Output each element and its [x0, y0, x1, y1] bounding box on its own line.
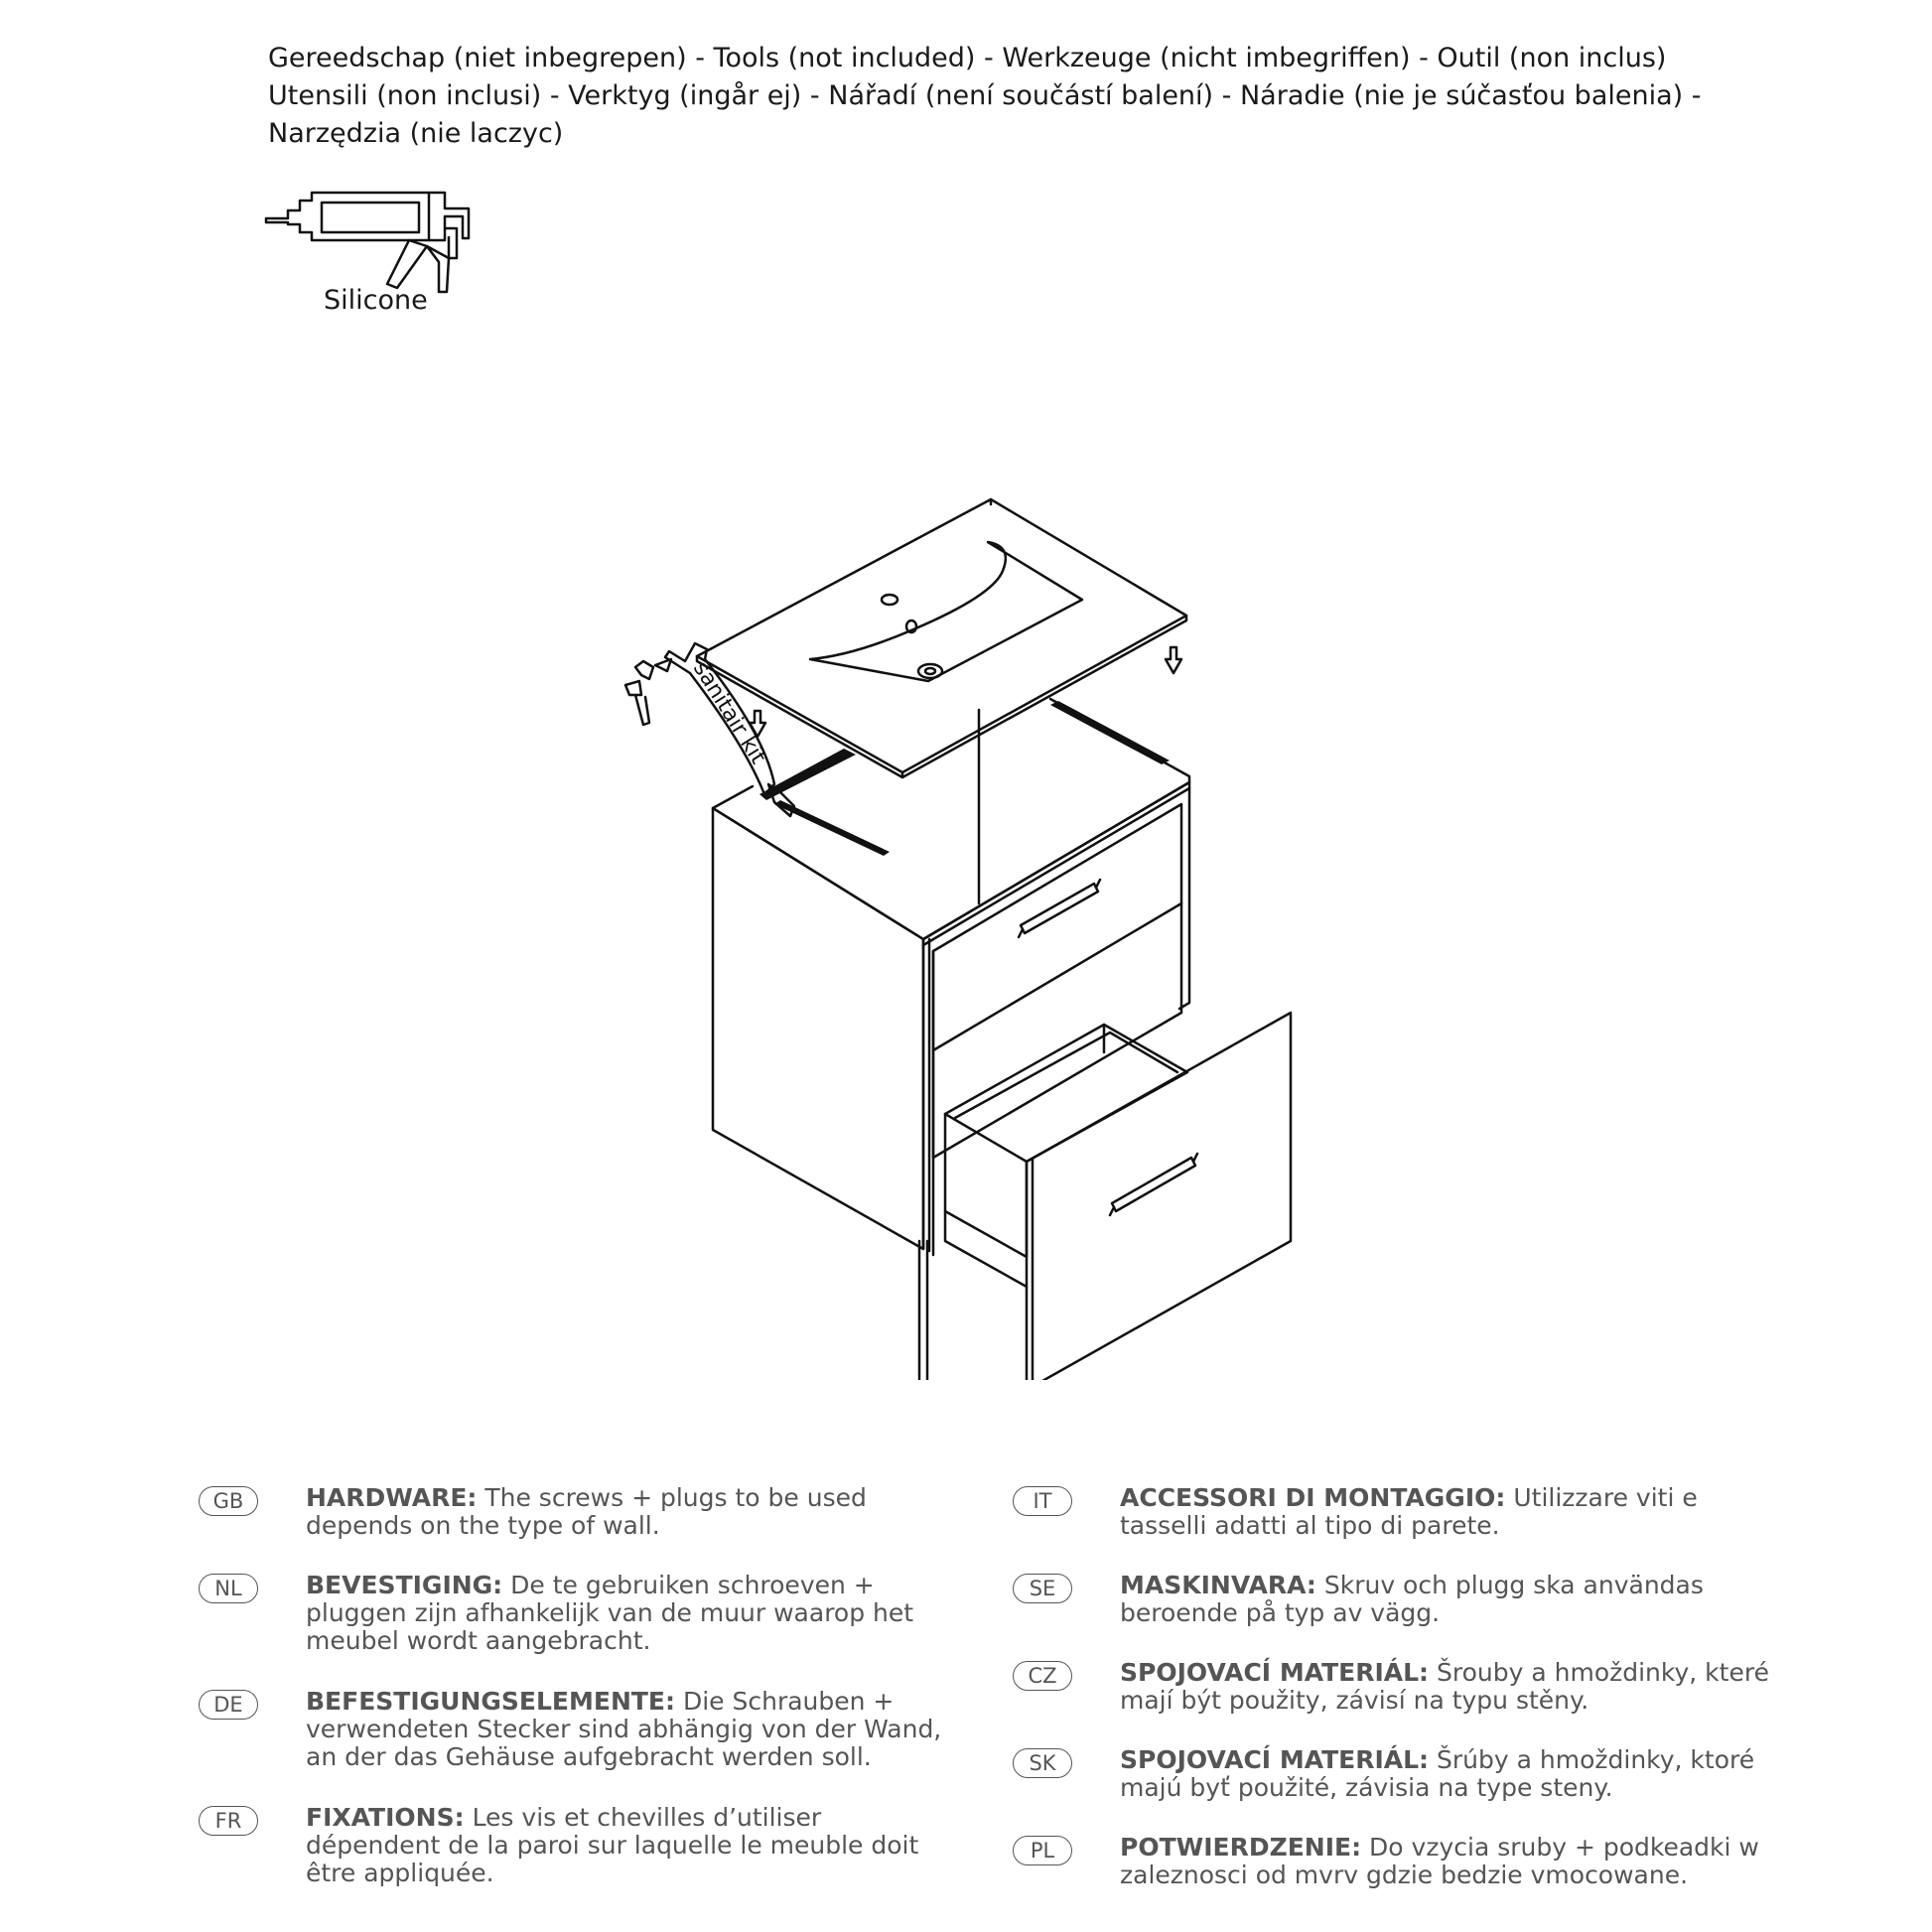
- instruction-entry: [1013, 1746, 1807, 1834]
- language-code-badge: PL: [1013, 1836, 1072, 1865]
- language-code-badge: IT: [1013, 1486, 1072, 1516]
- instruction-title: HARDWARE:: [306, 1483, 478, 1512]
- instruction-title: SPOJOVACÍ MATERIÁL:: [1120, 1745, 1430, 1774]
- instruction-text: [306, 1572, 961, 1655]
- instruction-entry: [199, 1572, 993, 1688]
- upper-drawer: [933, 804, 1181, 1050]
- instruction-body: Utilizzare viti e tasselli adatti al tipo di parete.: [1120, 1483, 1698, 1540]
- instruction-body: Šrúby a hmoždinky, ktoré majú byť použité, závisia na type steny.: [1120, 1745, 1755, 1802]
- instruction-body: Skruv och plugg ska användas beroende på typ av vägg.: [1120, 1571, 1704, 1627]
- instruction-entry: [1013, 1572, 1807, 1659]
- instruction-text: [1120, 1484, 1775, 1540]
- instruction-entry: [1013, 1659, 1807, 1746]
- instruction-title: BEVESTIGING:: [306, 1571, 503, 1599]
- instruction-body: De te gebruiken schroeven + pluggen zijn afhankelijk van de muur waarop het meubel wordt aangebracht.: [306, 1571, 914, 1655]
- instruction-title: SPOJOVACÍ MATERIÁL:: [1120, 1658, 1430, 1687]
- instruction-title: MASKINVARA:: [1120, 1571, 1316, 1599]
- language-code-badge: SE: [1013, 1574, 1072, 1603]
- instruction-title: POTWIERDZENIE:: [1120, 1833, 1362, 1862]
- down-arrow-icon: [1166, 647, 1181, 673]
- gun-label: sanitair kit: [687, 656, 770, 769]
- instructions-right-column: [1013, 1484, 1807, 1921]
- language-code-badge: DE: [199, 1690, 258, 1720]
- instruction-body: Les vis et chevilles d’utiliser dépendent de la paroi sur laquelle le meuble doit être appliquée.: [306, 1803, 919, 1887]
- lower-drawer-open: [933, 903, 1291, 1380]
- tools-header: [268, 40, 1817, 153]
- instruction-entry: [199, 1484, 993, 1572]
- header-line: Gereedschap (niet inbegrepen) - Tools (not included) - Werkzeuge (nicht imbegriffen) - Outil (non inclus): [268, 43, 1667, 73]
- instructions-left-column: [199, 1484, 993, 1891]
- instruction-text: [1120, 1834, 1775, 1889]
- instruction-text: [306, 1484, 961, 1540]
- instruction-title: FIXATIONS:: [306, 1803, 465, 1832]
- cabinet-leg: [919, 1241, 927, 1380]
- instruction-text: [1120, 1659, 1775, 1715]
- language-code-badge: FR: [199, 1806, 258, 1836]
- header-line: Narzędzia (nie laczyc): [268, 118, 564, 149]
- language-code-badge: CZ: [1013, 1661, 1072, 1691]
- instruction-body: Die Schrauben + verwendeten Stecker sind abhängig von der Wand, an der das Gehäuse aufgebracht werden soll.: [306, 1687, 942, 1771]
- language-code-badge: SK: [1013, 1748, 1072, 1778]
- instruction-entry: [199, 1688, 993, 1804]
- cabinet-assembly-illustration: [596, 486, 1330, 1380]
- instruction-text: [306, 1804, 961, 1887]
- instruction-entry: [1013, 1484, 1807, 1572]
- instruction-text: [1120, 1746, 1775, 1802]
- instruction-text: [1120, 1572, 1775, 1627]
- language-code-badge: NL: [199, 1574, 258, 1603]
- instruction-title: BEFESTIGUNGSELEMENTE:: [306, 1687, 676, 1716]
- header-line: Utensili (non inclusi) - Verktyg (ingår ej) - Nářadí (není součástí balení) - Náradie (nie je súčasťou balenia) -: [268, 80, 1702, 111]
- instruction-body: Šrouby a hmoždinky, které mají být použity, závisí na typu stěny.: [1120, 1658, 1769, 1715]
- instruction-body: Do vzycia sruby + podkeadki w zaleznosci od mvrv gdzie bedzie vmocowane.: [1120, 1833, 1759, 1889]
- sealant-bead: [759, 749, 856, 800]
- instruction-title: ACCESSORI DI MONTAGGIO:: [1120, 1483, 1506, 1512]
- instruction-text: [306, 1688, 961, 1771]
- language-code-badge: GB: [199, 1486, 258, 1516]
- instruction-body: The screws + plugs to be used depends on the type of wall.: [306, 1483, 867, 1540]
- sealant-bead: [774, 800, 890, 856]
- tool-label: Silicone: [324, 285, 428, 316]
- instruction-entry: [1013, 1834, 1807, 1921]
- instruction-entry: [199, 1804, 993, 1891]
